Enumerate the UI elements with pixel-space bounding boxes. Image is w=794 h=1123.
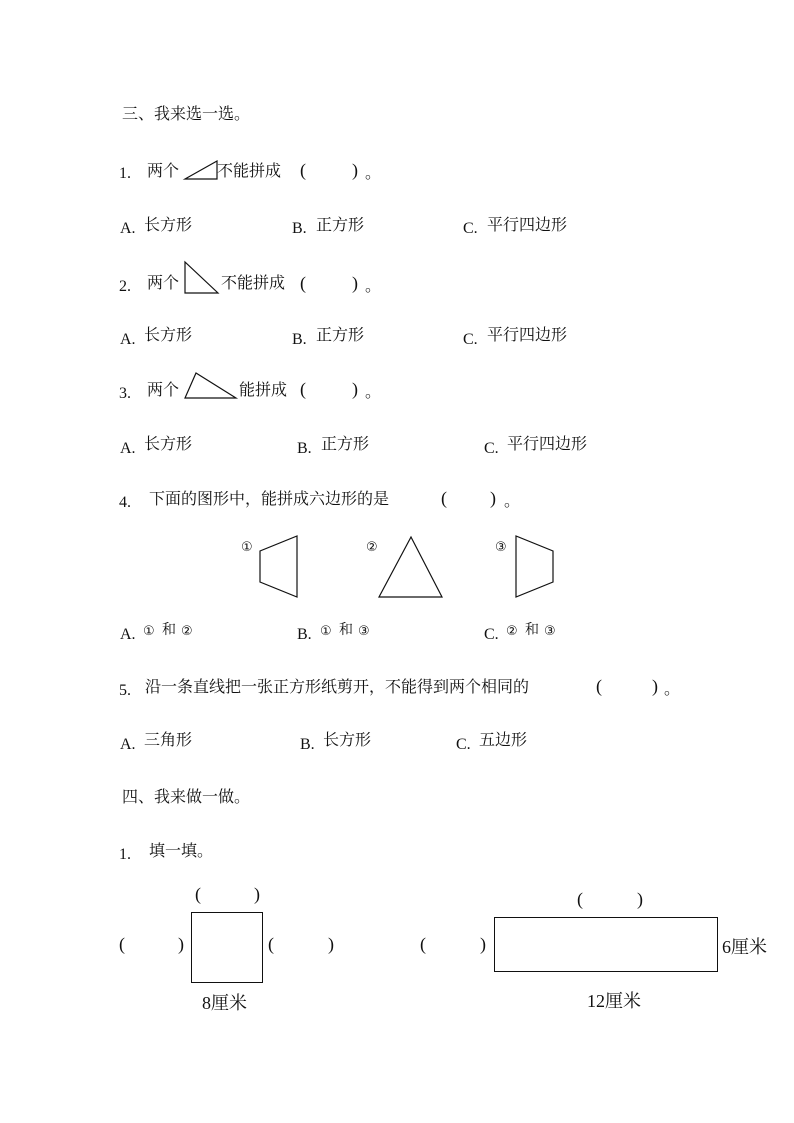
question-suffix: 不能拼成 xyxy=(221,273,286,292)
option-c-letter: C. xyxy=(484,626,499,643)
option-c-text: 平行四边形 xyxy=(507,434,588,453)
option-a-text: 长方形 xyxy=(144,215,193,234)
question-number: 1. xyxy=(119,165,131,182)
option-b-text: 正方形 xyxy=(321,434,370,453)
section3-title: 三、我来选一选。 xyxy=(122,104,251,123)
rect-left-paren-close: ) xyxy=(480,934,486,954)
option-a-text: 长方形 xyxy=(144,434,193,453)
option-a-text: 长方形 xyxy=(144,325,193,344)
square-right-paren-open: ( xyxy=(268,934,274,954)
answer-paren-open: ( xyxy=(300,273,306,293)
option-c-text: 五边形 xyxy=(479,730,528,749)
answer-paren-open: ( xyxy=(596,676,602,696)
option-a-letter: A. xyxy=(120,440,136,457)
square-left-paren-open: ( xyxy=(119,934,125,954)
question-text: 填一填。 xyxy=(149,841,214,860)
option-b-letter: B. xyxy=(292,220,307,237)
section4-title: 四、我来做一做。 xyxy=(122,787,251,806)
option-c-first: ② xyxy=(506,624,518,639)
square-right-paren-close: ) xyxy=(328,934,334,954)
question-end: 。 xyxy=(365,276,382,295)
right-triangle-flat-icon xyxy=(184,160,218,180)
option-b-letter: B. xyxy=(292,331,307,348)
option-c-letter: C. xyxy=(484,440,499,457)
option-b-first: ① xyxy=(320,624,332,639)
answer-paren-close: ) xyxy=(352,273,358,293)
square-left-paren-close: ) xyxy=(178,934,184,954)
option-b-letter: B. xyxy=(300,736,315,753)
rectangle-shape xyxy=(494,917,718,972)
figure-1-label: ① xyxy=(241,540,253,555)
square-shape xyxy=(191,912,263,983)
question-prefix: 两个 xyxy=(147,380,180,399)
option-c-text: 平行四边形 xyxy=(487,325,568,344)
option-c-letter: C. xyxy=(463,331,478,348)
option-b-text: 长方形 xyxy=(323,730,372,749)
question-text: 沿一条直线把一张正方形纸剪开，不能得到两个相同的 xyxy=(145,677,530,696)
question-prefix: 两个 xyxy=(147,161,180,180)
option-c-second: ③ xyxy=(544,624,556,639)
trapezoid-left-icon xyxy=(258,535,300,599)
option-b-text: 正方形 xyxy=(316,215,365,234)
answer-paren-close: ) xyxy=(352,379,358,399)
question-number: 3. xyxy=(119,385,131,402)
rect-bottom-label: 12厘米 xyxy=(587,991,641,1011)
question-suffix: 能拼成 xyxy=(239,380,288,399)
question-prefix: 两个 xyxy=(147,273,180,292)
rect-left-paren-open: ( xyxy=(420,934,426,954)
option-a-and: 和 xyxy=(162,622,176,638)
question-end: 。 xyxy=(365,382,382,401)
option-a-letter: A. xyxy=(120,736,136,753)
option-b-second: ③ xyxy=(358,624,370,639)
answer-paren-open: ( xyxy=(300,160,306,180)
equilateral-triangle-icon xyxy=(377,535,445,599)
right-triangle-tall-icon xyxy=(184,261,220,295)
option-a-text: 三角形 xyxy=(144,730,193,749)
question-end: 。 xyxy=(365,163,382,182)
square-top-paren-close: ) xyxy=(254,884,260,904)
answer-paren-close: ) xyxy=(352,160,358,180)
option-b-letter: B. xyxy=(297,440,312,457)
figure-3-label: ③ xyxy=(495,540,507,555)
option-b-letter: B. xyxy=(297,626,312,643)
answer-paren-open: ( xyxy=(300,379,306,399)
option-c-text: 平行四边形 xyxy=(487,215,568,234)
option-c-letter: C. xyxy=(456,736,471,753)
option-b-text: 正方形 xyxy=(316,325,365,344)
rect-top-paren-close: ) xyxy=(637,889,643,909)
option-c-and: 和 xyxy=(525,622,539,638)
square-bottom-label: 8厘米 xyxy=(202,993,247,1013)
question-end: 。 xyxy=(664,679,681,698)
question-number: 4. xyxy=(119,494,131,511)
obtuse-triangle-icon xyxy=(184,372,238,400)
question-text: 下面的图形中，能拼成六边形的是 xyxy=(149,489,390,508)
option-a-letter: A. xyxy=(120,220,136,237)
figure-2-label: ② xyxy=(366,540,378,555)
trapezoid-right-icon xyxy=(514,535,556,599)
option-a-second: ② xyxy=(181,624,193,639)
option-a-letter: A. xyxy=(120,626,136,643)
option-a-first: ① xyxy=(143,624,155,639)
square-top-paren-open: ( xyxy=(195,884,201,904)
option-b-and: 和 xyxy=(339,622,353,638)
answer-paren-open: ( xyxy=(441,488,447,508)
question-suffix: 不能拼成 xyxy=(217,161,282,180)
question-number: 5. xyxy=(119,682,131,699)
rect-top-paren-open: ( xyxy=(577,889,583,909)
question-number: 1. xyxy=(119,846,131,863)
answer-paren-close: ) xyxy=(490,488,496,508)
option-a-letter: A. xyxy=(120,331,136,348)
option-c-letter: C. xyxy=(463,220,478,237)
question-end: 。 xyxy=(504,491,521,510)
question-number: 2. xyxy=(119,278,131,295)
rect-right-label: 6厘米 xyxy=(722,937,767,957)
answer-paren-close: ) xyxy=(652,676,658,696)
